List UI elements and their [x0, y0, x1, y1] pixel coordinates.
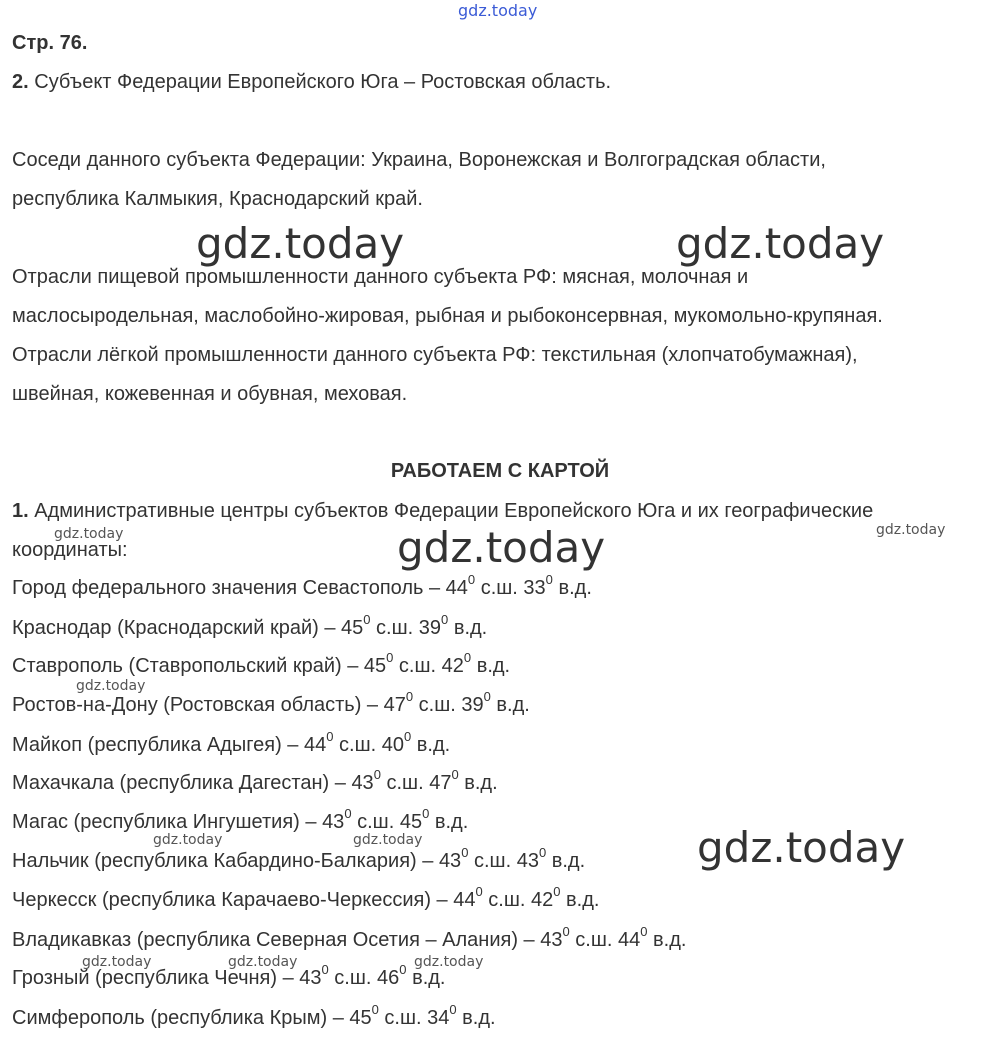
longitude-suffix: в.д. — [411, 734, 451, 756]
latitude-suffix: с.ш. — [468, 850, 517, 872]
degree-mark: 0 — [463, 650, 472, 666]
longitude-suffix: в.д. — [490, 694, 530, 716]
longitude: 39 — [461, 694, 484, 716]
list-item — [12, 729, 451, 757]
watermark: gdz.today — [414, 954, 484, 970]
center-name: Краснодар (Краснодарский край) – — [12, 617, 342, 639]
center-name: Симферополь (республика Крым) – — [12, 1007, 350, 1029]
longitude: 44 — [617, 929, 641, 951]
list-item — [12, 924, 687, 952]
latitude: 43 — [540, 929, 563, 951]
longitude: 45 — [399, 811, 423, 833]
list-item — [12, 1002, 496, 1030]
degree-mark: 0 — [562, 924, 570, 940]
watermark: gdz.today — [397, 523, 606, 572]
watermark: gdz.today — [76, 678, 146, 694]
degree-mark: 0 — [640, 924, 648, 940]
degree-mark: 0 — [371, 1002, 379, 1018]
task-1-number: 1. — [12, 500, 29, 522]
longitude: 43 — [516, 850, 539, 872]
latitude: 43 — [438, 850, 462, 872]
watermark: gdz.today — [153, 832, 223, 848]
latitude-suffix: с.ш. — [569, 929, 618, 951]
watermark: gdz.today — [82, 954, 152, 970]
latitude-suffix: с.ш. — [482, 889, 531, 911]
latitude: 44 — [303, 734, 327, 756]
longitude: 42 — [530, 889, 554, 911]
longitude-suffix: в.д. — [448, 617, 488, 639]
section-heading: РАБОТАЕМ С КАРТОЙ — [390, 460, 610, 482]
latitude-suffix: с.ш. — [380, 772, 430, 794]
center-name: Город федерального значения Севастополь – — [12, 577, 446, 599]
longitude-suffix: в.д. — [552, 577, 592, 599]
latitude-suffix: с.ш. — [333, 734, 382, 756]
degree-mark: 0 — [545, 572, 553, 588]
degree-mark: 0 — [363, 612, 371, 628]
degree-mark: 0 — [449, 1002, 457, 1018]
center-name: Ставрополь (Ставропольский край) – — [12, 655, 364, 677]
task-1-text: Административные центры субъектов Федерации Европейского Юга и их географические — [28, 500, 874, 522]
center-name: Нальчик (республика Кабардино-Балкария) – — [12, 850, 439, 872]
longitude: 39 — [418, 617, 442, 639]
neighbors-line-1: Соседи данного субъекта Федерации: Украина, Воронежская и Волгоградская области, — [12, 149, 826, 171]
longitude: 46 — [377, 967, 400, 989]
latitude-suffix: с.ш. — [378, 1007, 428, 1029]
degree-mark: 0 — [386, 650, 394, 666]
center-name: Майкоп (республика Адыгея) – — [12, 734, 304, 756]
degree-mark: 0 — [475, 884, 483, 900]
latitude: 43 — [351, 772, 374, 794]
task-2-text: Субъект Федерации Европейского Юга – Ростовская область. — [28, 71, 612, 93]
latitude: 45 — [349, 1007, 372, 1029]
longitude: 42 — [441, 655, 464, 677]
list-item — [12, 689, 530, 717]
list-item — [12, 612, 488, 640]
list-item — [12, 884, 600, 912]
task-2 — [12, 70, 611, 94]
center-name: Ростов-на-Дону (Ростовская область) – — [12, 694, 384, 716]
latitude: 44 — [445, 577, 468, 599]
neighbors-line-2: республика Калмыкия, Краснодарский край. — [12, 188, 423, 210]
latitude: 44 — [453, 889, 476, 911]
watermark: gdz.today — [196, 219, 405, 268]
longitude-suffix: в.д. — [471, 655, 511, 677]
latitude: 45 — [341, 617, 364, 639]
latitude-suffix: с.ш. — [413, 694, 462, 716]
degree-mark: 0 — [422, 806, 430, 822]
watermark: gdz.today — [54, 526, 124, 542]
light-industry-line-2: швейная, кожевенная и обувная, меховая. — [12, 383, 408, 405]
degree-mark: 0 — [483, 689, 491, 705]
latitude-suffix: с.ш. — [393, 655, 442, 677]
center-name: Владикавказ (республика Северная Осетия – Алания) – — [12, 929, 541, 951]
latitude-suffix: с.ш. — [351, 811, 400, 833]
latitude: 47 — [383, 694, 406, 716]
degree-mark: 0 — [399, 962, 407, 978]
list-item — [12, 572, 592, 600]
degree-mark: 0 — [461, 845, 469, 861]
center-name: Грозный (республика Чечня) – — [12, 967, 300, 989]
longitude-suffix: в.д. — [456, 1007, 496, 1029]
food-industry-line-1: Отрасли пищевой промышленности данного субъекта РФ: мясная, молочная и — [12, 266, 749, 288]
watermark: gdz.today — [876, 522, 946, 538]
longitude: 47 — [429, 772, 452, 794]
longitude-suffix: в.д. — [546, 850, 586, 872]
latitude: 43 — [299, 967, 322, 989]
list-item — [12, 767, 498, 795]
watermark: gdz.today — [458, 1, 538, 20]
degree-mark: 0 — [373, 767, 381, 783]
latitude-suffix: с.ш. — [475, 577, 524, 599]
longitude: 40 — [381, 734, 404, 756]
list-item — [12, 845, 586, 873]
degree-mark: 0 — [553, 884, 561, 900]
latitude: 45 — [363, 655, 387, 677]
watermark: gdz.today — [228, 954, 298, 970]
longitude-suffix: в.д. — [647, 929, 687, 951]
latitude-suffix: с.ш. — [328, 967, 378, 989]
degree-mark: 0 — [538, 845, 547, 861]
task-1 — [12, 499, 873, 523]
list-item — [12, 806, 469, 834]
watermark: gdz.today — [697, 823, 906, 872]
task-1-continuation: координаты: — [12, 539, 128, 561]
watermark: gdz.today — [676, 219, 885, 268]
center-name: Магас (республика Ингушетия) – — [12, 811, 323, 833]
center-name: Черкесск (республика Карачаево-Черкессия) – — [12, 889, 454, 911]
longitude: 33 — [523, 577, 546, 599]
longitude-suffix: в.д. — [406, 967, 446, 989]
degree-mark: 0 — [344, 806, 352, 822]
degree-mark: 0 — [441, 612, 449, 628]
watermark: gdz.today — [353, 832, 423, 848]
degree-mark: 0 — [404, 729, 412, 745]
center-name: Махачкала (республика Дагестан) – — [12, 772, 352, 794]
latitude: 43 — [322, 811, 345, 833]
degree-mark: 0 — [321, 962, 329, 978]
degree-mark: 0 — [467, 572, 476, 588]
page-label: Стр. 76. — [12, 32, 88, 54]
task-2-number: 2. — [12, 71, 29, 93]
degree-mark: 0 — [451, 767, 459, 783]
longitude-suffix: в.д. — [458, 772, 498, 794]
list-item — [12, 650, 511, 678]
longitude-suffix: в.д. — [429, 811, 469, 833]
longitude-suffix: в.д. — [560, 889, 600, 911]
light-industry-line-1: Отрасли лёгкой промышленности данного субъекта РФ: текстильная (хлопчатобумажная), — [12, 344, 858, 366]
food-industry-line-2: маслосыродельная, маслобойно-жировая, рыбная и рыбоконсервная, мукомольно-крупяная. — [12, 305, 883, 327]
degree-mark: 0 — [405, 689, 414, 705]
longitude: 34 — [427, 1007, 450, 1029]
latitude-suffix: с.ш. — [370, 617, 419, 639]
degree-mark: 0 — [326, 729, 334, 745]
